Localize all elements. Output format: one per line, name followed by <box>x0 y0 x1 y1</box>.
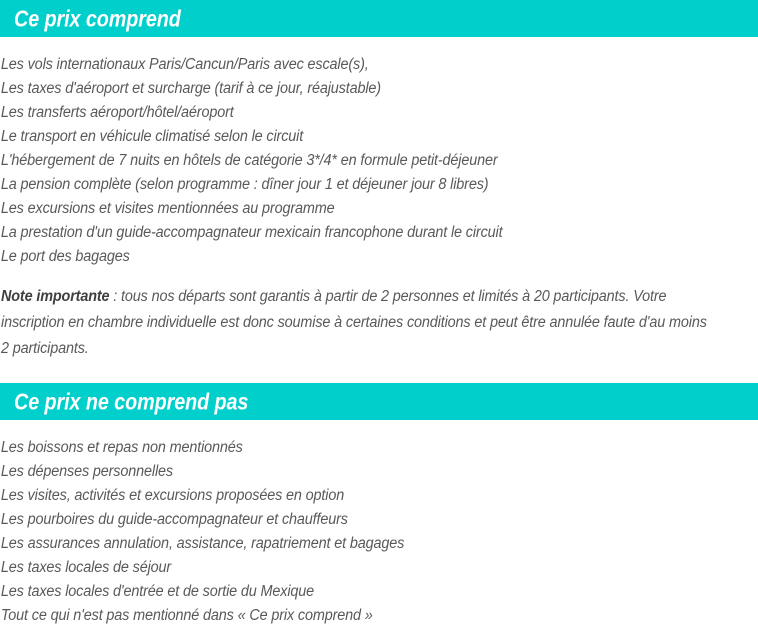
important-note-lead: Note importante <box>1 288 110 305</box>
list-item: Le transport en véhicule climatisé selon le circuit <box>0 128 304 145</box>
excludes-list <box>0 436 758 628</box>
section-header-includes <box>0 0 758 37</box>
list-item: Les boissons et repas non mentionnés <box>0 439 243 456</box>
list-item: Les taxes locales d'entrée et de sortie du Mexique <box>0 583 315 600</box>
list-item: Tout ce qui n'est pas mentionné dans « Ce prix comprend » <box>0 607 373 624</box>
list-item: Les transferts aéroport/hôtel/aéroport <box>0 104 234 121</box>
list-item: L'hébergement de 7 nuits en hôtels de catégorie 3*/4* en formule petit-déjeuner <box>0 152 498 169</box>
list-item: La pension complète (selon programme : dîner jour 1 et déjeuner jour 8 libres) <box>0 176 489 193</box>
list-item: La prestation d'un guide-accompagnateur mexicain francophone durant le circuit <box>0 224 503 241</box>
list-item: Les pourboires du guide-accompagnateur et chauffeurs <box>0 511 348 528</box>
list-item: Les visites, activités et excursions proposées en option <box>0 487 345 504</box>
important-note-body: : tous nos départs sont garantis à partir de 2 personnes et limités à 20 participants. Votre inscription en chambre individuelle est donc soumise à certaines conditions et peut être annulée faute d'au moins 2 participants. <box>1 288 707 357</box>
list-item: Les excursions et visites mentionnées au programme <box>0 200 335 217</box>
section-header-excludes-title: Ce prix ne comprend pas <box>14 388 249 414</box>
important-note <box>1 284 708 362</box>
section-header-excludes <box>0 383 758 420</box>
list-item: Les vols internationaux Paris/Cancun/Paris avec escale(s), <box>0 56 369 73</box>
list-item: Les assurances annulation, assistance, rapatriement et bagages <box>0 535 405 552</box>
includes-list <box>0 53 758 269</box>
list-item: Les taxes d'aéroport et surcharge (tarif à ce jour, réajustable) <box>0 80 381 97</box>
section-header-includes-title: Ce prix comprend <box>14 5 181 31</box>
list-item: Les dépenses personnelles <box>0 463 173 480</box>
list-item: Le port des bagages <box>0 248 130 265</box>
list-item: Les taxes locales de séjour <box>0 559 172 576</box>
